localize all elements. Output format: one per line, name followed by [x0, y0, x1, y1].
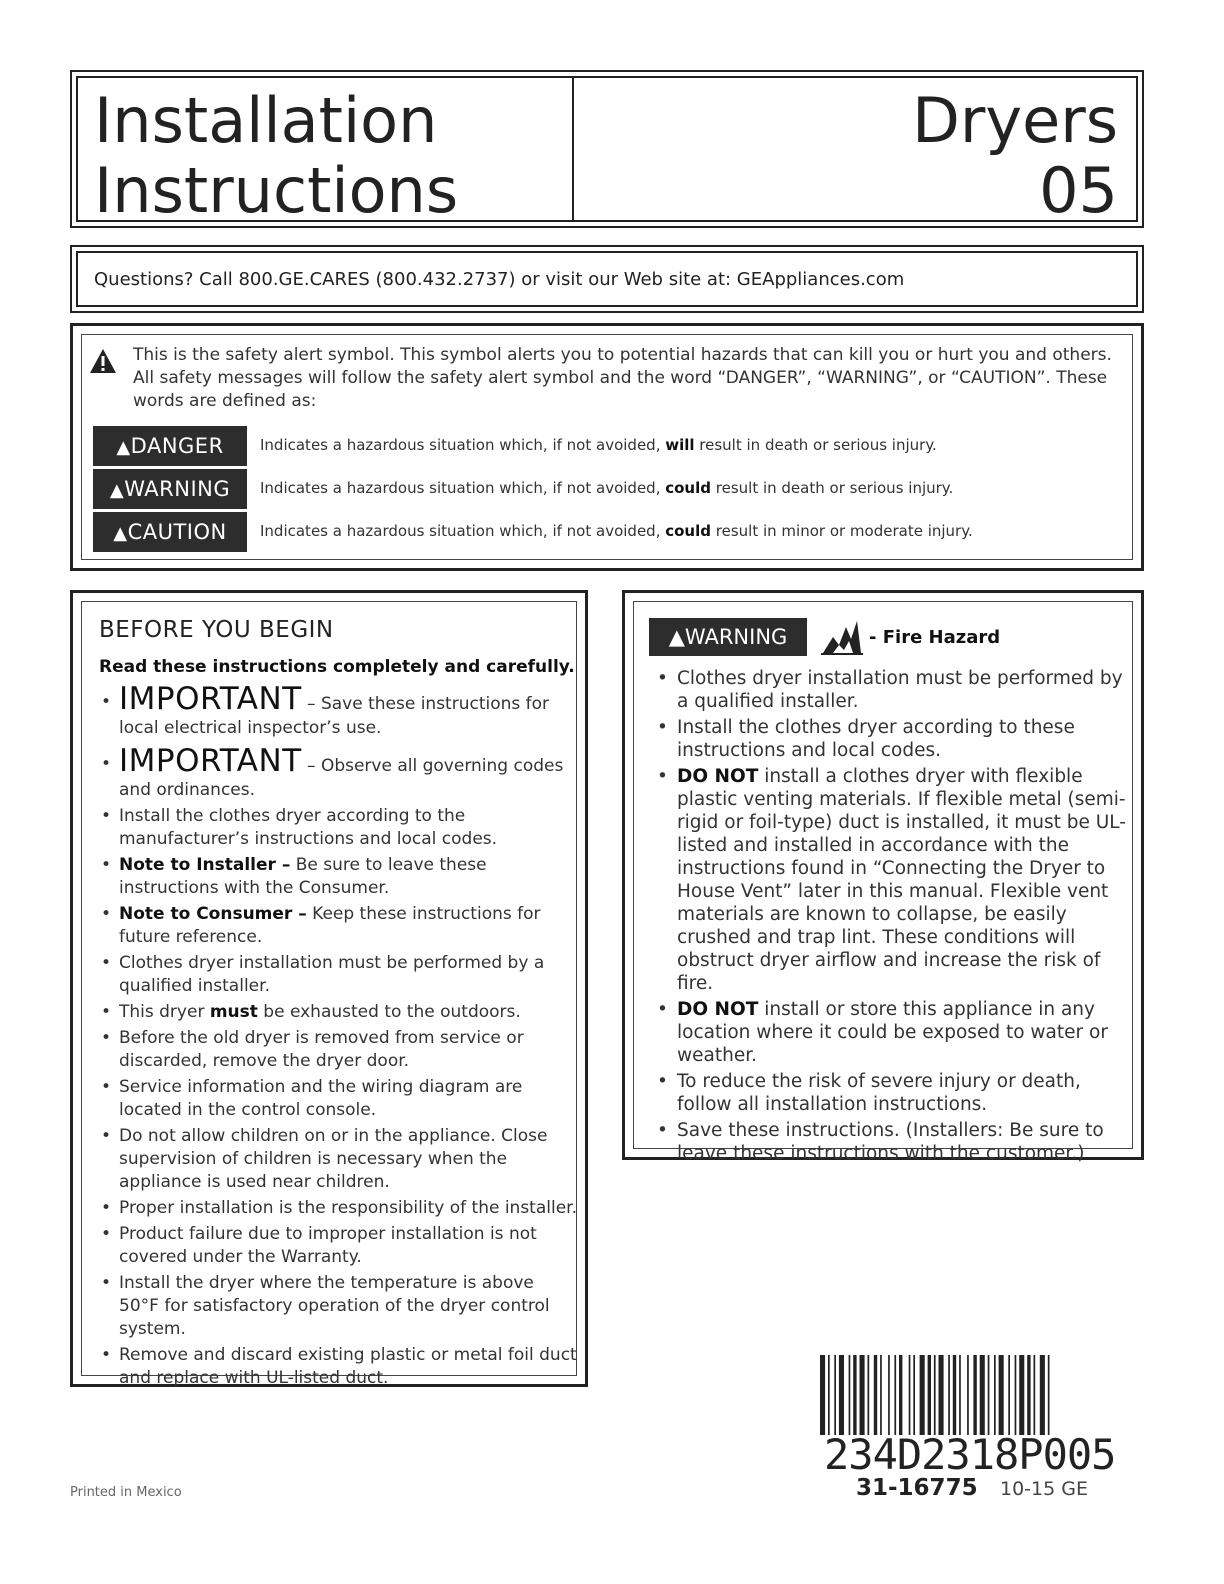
list-item: • Remove and discard existing plastic or metal foil duct and replace with UL-listed duct. [99, 1344, 577, 1390]
section-subtitle: Read these instructions completely and carefully. [99, 657, 575, 677]
warning-badge: ▲WARNING [649, 618, 807, 656]
header-inner-border [76, 76, 1138, 227]
fire-hazard-heading: - Fire Hazard [869, 627, 1001, 648]
list-item: • Install the dryer where the temperature is above 50°F for satisfactory operation of the dryer control system. [99, 1272, 577, 1341]
document-number: 31-16775 [856, 1475, 978, 1501]
safety-definitions-box [70, 323, 1144, 571]
fire-hazard-icon [819, 617, 865, 655]
printed-in-text: Printed in Mexico [70, 1485, 182, 1500]
before-you-begin-box [70, 590, 588, 1387]
contact-inner-border [76, 251, 1138, 307]
before-list [99, 681, 577, 1393]
alert-triangle-icon: ▲ [109, 480, 125, 501]
list-item: • Install the clothes dryer according to these instructions and local codes. [653, 716, 1131, 762]
list-item: • DO NOT install or store this appliance in any location where it could be exposed to water or weather. [653, 998, 1131, 1067]
list-item: • Note to Consumer – Keep these instructions for future reference. [99, 903, 577, 949]
caution-badge: ▲CAUTION [93, 512, 247, 552]
part-number: 234D2318P005 [824, 1430, 1116, 1479]
list-item: • Install the clothes dryer according to the manufacturer’s instructions and local codes. [99, 805, 577, 851]
danger-badge: ▲DANGER [93, 426, 247, 466]
list-item: • IMPORTANT – Observe all governing codes and ordinances. [99, 743, 577, 802]
list-item: • This dryer must be exhausted to the outdoors. [99, 1001, 577, 1024]
caution-definition: Indicates a hazardous situation which, if not avoided, could result in minor or moderate injury. [260, 522, 973, 540]
list-item: • Clothes dryer installation must be performed by a qualified installer. [99, 952, 577, 998]
barcode-image [820, 1355, 1142, 1435]
list-item: • IMPORTANT – Save these instructions for local electrical inspector’s use. [99, 681, 577, 740]
list-item: • Before the old dryer is removed from service or discarded, remove the dryer door. [99, 1027, 577, 1073]
document-title: Installation Instructions [94, 84, 459, 227]
safety-alert-icon [89, 348, 117, 374]
list-item: • Do not allow children on or in the appliance. Close supervision of children is necessary when the appliance is used near children. [99, 1125, 577, 1194]
warning-badge: ▲WARNING [93, 469, 247, 509]
warning-definition: Indicates a hazardous situation which, if not avoided, could result in death or serious injury. [260, 479, 954, 497]
list-item: • Proper installation is the responsibility of the installer. [99, 1197, 577, 1220]
list-item: • DO NOT install a clothes dryer with flexible plastic venting materials. If flexible metal (semi-rigid or foil-type) duct is installed, it must be UL-listed and installed in accordance with the instructions found in “Connecting the Dryer to House Vent” later in this manual. Flexible vent materials are known to collapse, be easily crushed and trap lint. These conditions will obstruct dryer airflow and increase the risk of fire. [653, 765, 1131, 995]
product-title: Dryers 05 [912, 84, 1118, 227]
contact-box [70, 245, 1144, 313]
alert-triangle-icon: ▲ [116, 437, 131, 458]
list-item: • Clothes dryer installation must be performed by a qualified installer. [653, 667, 1131, 713]
header-box [70, 70, 1144, 228]
fire-hazard-warning-box [622, 590, 1144, 1164]
alert-triangle-icon: ▲ [668, 625, 685, 649]
section-title: BEFORE YOU BEGIN [99, 617, 334, 643]
header-divider [572, 78, 574, 220]
safety-intro-text: This is the safety alert symbol. This symbol alerts you to potential hazards that can kill you or hurt you and others. All safety messages will follow the safety alert symbol and the word “DANGER”, “WARNING”, or “CAUTION”. These words are defined as: [133, 345, 1112, 411]
alert-triangle-icon: ▲ [113, 523, 128, 544]
danger-definition: Indicates a hazardous situation which, if not avoided, will result in death or serious injury. [260, 436, 937, 454]
document-date: 10-15 GE [1000, 1478, 1088, 1500]
list-item: • To reduce the risk of severe injury or death, follow all installation instructions. [653, 1070, 1131, 1116]
contact-text: Questions? Call 800.GE.CARES (800.432.2737) or visit our Web site at: GEAppliances.com [94, 269, 905, 290]
warning-list [653, 667, 1131, 1168]
list-item: • Save these instructions. (Installers: Be sure to leave these instructions with the customer.) [653, 1119, 1131, 1165]
list-item: • Note to Installer – Be sure to leave these instructions with the Consumer. [99, 854, 577, 900]
list-item: • Product failure due to improper installation is not covered under the Warranty. [99, 1223, 577, 1269]
list-item: • Service information and the wiring diagram are located in the control console. [99, 1076, 577, 1122]
